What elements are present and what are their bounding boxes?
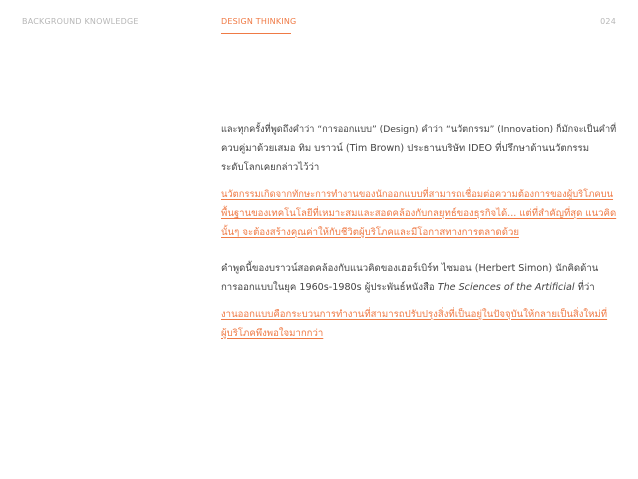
quote-line: ผู้บริโภคพึงพอใจมากกว่า <box>221 328 324 339</box>
intro-paragraph <box>221 120 616 177</box>
quote-line: นั้นๆ จะต้องสร้างคุณค่าให้กับชีวิตผู้บริโภคและมีโอกาสทางการตลาดด้วย <box>221 227 519 238</box>
text-segment: การออกแบบในยุค 1960s-1980s ผู้ประพันธ์หนังสือ <box>221 282 438 293</box>
text-line <box>221 278 616 297</box>
page-number: 024 <box>600 17 616 26</box>
text-line: ควบคู่มาด้วยเสมอ ทิม บราวน์ (Tim Brown) ประธานบริษัท IDEO ที่ปรึกษาด้านนวัตกรรม <box>221 143 590 154</box>
quote-line: พื้นฐานของเทคโนโลยีที่เหมาะสมและสอดคล้องกับกลยุทธ์ของธุรกิจได้... แต่ที่สำคัญที่สุด แนวคิด <box>221 208 617 219</box>
tim-brown-quote <box>221 185 616 242</box>
text-line: และทุกครั้งที่พูดถึงคำว่า “การออกแบบ” (Design) คำว่า “นวัตกรรม” (Innovation) ก็มักจะเป็นคำที่ <box>221 124 617 135</box>
chapter-label: DESIGN THINKING <box>221 17 297 26</box>
book-title: The Sciences of the Artificial <box>437 282 575 293</box>
text-line: คำพูดนี้ของบราวน์สอดคล้องกับแนวคิดของเฮอร์เบิร์ท ไซมอน (Herbert Simon) นักคิดด้าน <box>221 263 599 274</box>
chapter-underline <box>221 33 291 34</box>
section-label: BACKGROUND KNOWLEDGE <box>22 17 139 26</box>
text-line: ระดับโลกเคยกล่าวไว้ว่า <box>221 162 320 173</box>
herbert-simon-quote <box>221 305 616 343</box>
quote-line: นวัตกรรมเกิดจากทักษะการทำงานของนักออกแบบที่สามารถเชื่อมต่อความต้องการของผู้บริโภคบน <box>221 189 614 200</box>
text-segment: ที่ว่า <box>574 282 595 293</box>
quote-line: งานออกแบบคือกระบวนการทำงานที่สามารถปรับปรุงสิ่งที่เป็นอยู่ในปัจจุบันให้กลายเป็นสิ่งใหม่ที่ <box>221 309 608 320</box>
simon-paragraph <box>221 259 616 297</box>
